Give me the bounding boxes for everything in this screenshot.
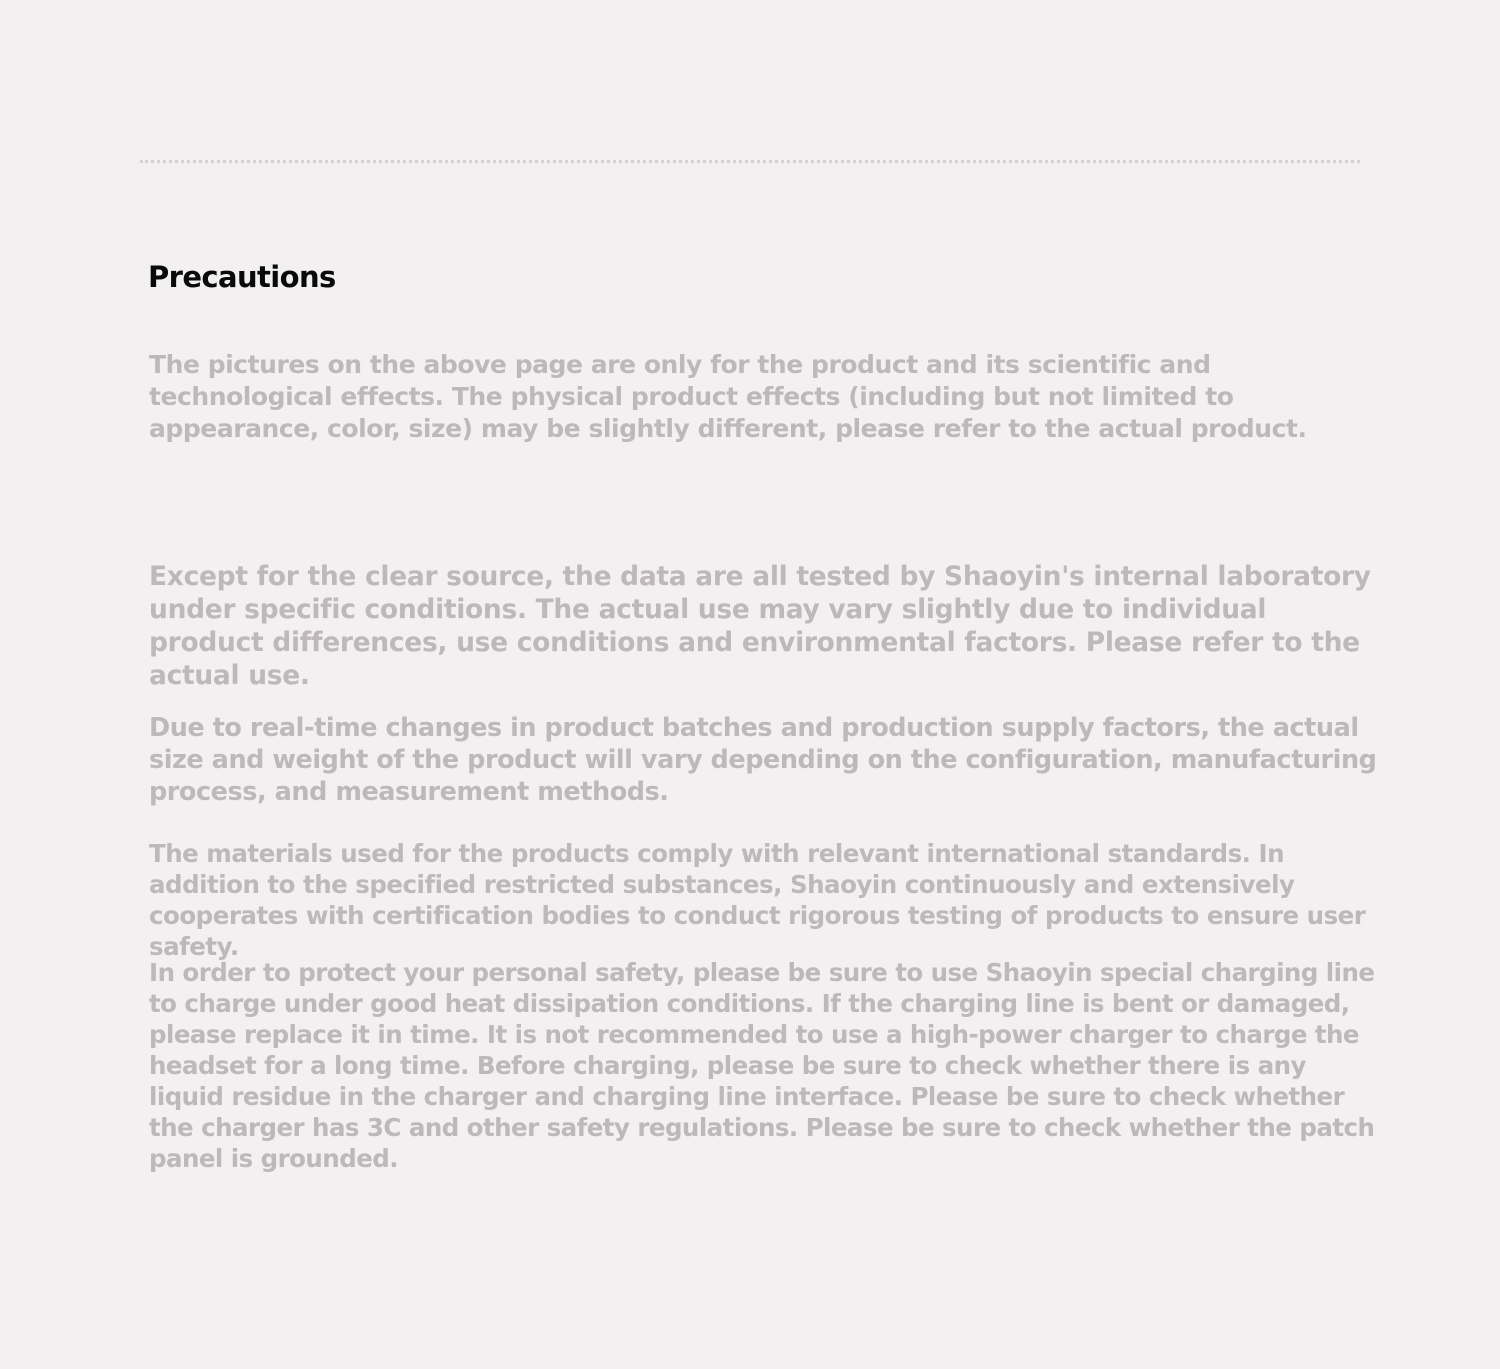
precaution-paragraph-charging-safety: In order to protect your personal safety, please be sure to use Shaoyin special charging line to charge under good heat dissipation conditions. If the charging line is bent or damaged, please replace it in time. It is not recommended to use a high-power charger to charge the headset for a long time. Before charging, please be sure to check whether there is any liquid residue in the charger and charging line interface. Please be sure to check whether the charger has 3C and other safety regulations. Please be sure to check whether the patch panel is grounded. xyxy=(149,958,1375,1173)
precaution-paragraph-data-testing: Except for the clear source, the data are all tested by Shaoyin's internal laboratory under specific conditions. The actual use may vary slightly due to individual product differences, use conditions and environmental factors. Please refer to the actual use. xyxy=(149,561,1371,691)
precaution-paragraph-pictures: The pictures on the above page are only for the product and its scientific and technological effects. The physical product effects (including but not limited to appearance, color, size) may be slightly different, please refer to the actual product. xyxy=(149,350,1307,443)
precaution-paragraph-size-weight: Due to real-time changes in product batches and production supply factors, the actual size and weight of the product will vary depending on the configuration, manufacturing process, and measurement methods. xyxy=(149,713,1377,807)
dotted-divider xyxy=(140,160,1360,163)
page-title: Precautions xyxy=(148,260,336,294)
precaution-paragraph-materials: The materials used for the products comply with relevant international standards. In addition to the specified restricted substances, Shaoyin continuously and extensively cooperates with certification bodies to conduct rigorous testing of products to ensure user safety. xyxy=(149,839,1366,961)
